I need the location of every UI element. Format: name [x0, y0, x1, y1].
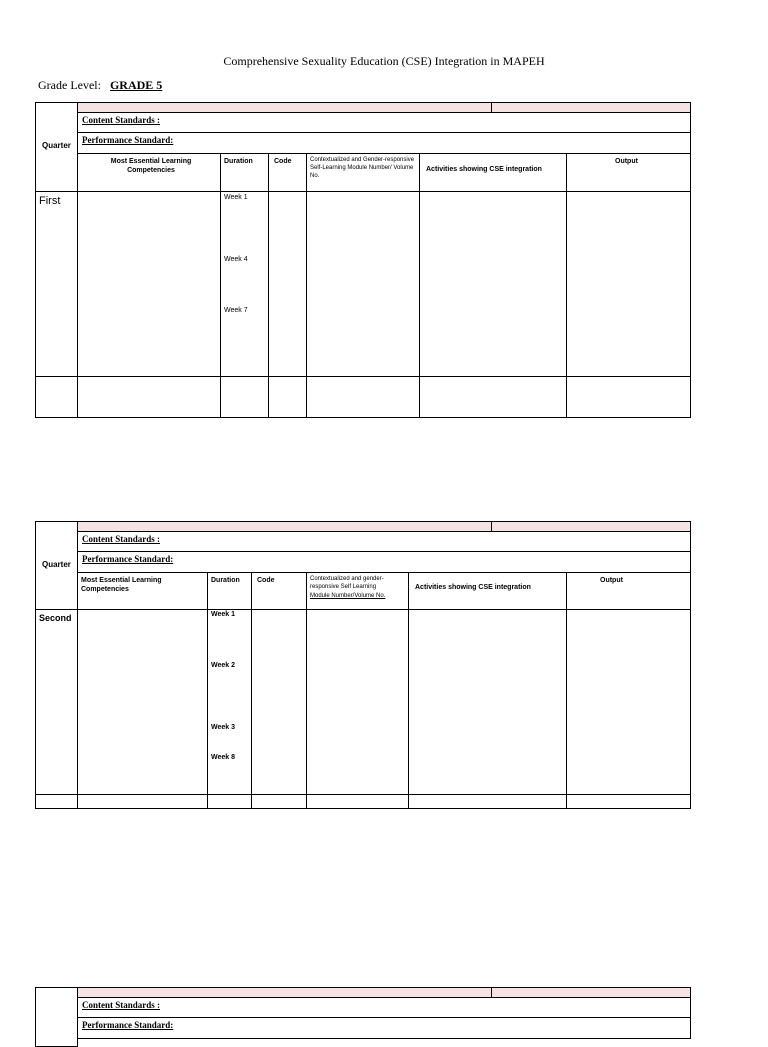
- empty-cell: [207, 794, 252, 809]
- code-header-text: Code: [257, 577, 275, 584]
- empty-cell: [306, 794, 409, 809]
- quarter-table-second: [35, 521, 691, 809]
- output-header-text: Output: [615, 158, 638, 165]
- quarter-label: Quarter: [42, 560, 71, 569]
- duration-cell: [220, 191, 269, 377]
- module-cell: [306, 191, 420, 377]
- week-label: Week 8: [211, 754, 235, 761]
- melc-cell: [77, 609, 208, 795]
- activities-cell: [408, 609, 567, 795]
- duration-cell: [207, 609, 252, 795]
- content-standards-label: Content Standards :: [82, 534, 161, 544]
- grade-level-label: Grade Level:: [38, 78, 101, 92]
- empty-cell: [251, 794, 307, 809]
- melc-header: [77, 153, 221, 192]
- empty-cell: [35, 794, 78, 809]
- output-header: [566, 153, 691, 192]
- empty-cell: [419, 376, 567, 418]
- activities-header: [408, 572, 567, 610]
- week-label: Week 1: [224, 194, 248, 201]
- module-header: [306, 153, 420, 192]
- duration-header-text: Duration: [224, 158, 253, 165]
- empty-cell: [268, 376, 307, 418]
- empty-cell: [566, 794, 691, 809]
- week-label: Week 7: [224, 307, 248, 314]
- quarter-name: Second: [39, 613, 72, 623]
- melc-cell: [77, 191, 221, 377]
- module-header: [306, 572, 409, 610]
- activities-header: [419, 153, 567, 192]
- empty-cell: [566, 376, 691, 418]
- output-cell: [566, 609, 691, 795]
- grade-level-value: GRADE 5: [109, 78, 163, 92]
- content-standards-label: Content Standards :: [82, 115, 161, 125]
- duration-header-text: Duration: [211, 577, 240, 584]
- content-standards-label: Content Standards :: [82, 1000, 161, 1010]
- empty-cell: [35, 376, 78, 418]
- module-cell: [306, 609, 409, 795]
- quarter-label-cell: [35, 521, 78, 610]
- performance-standard-row: [77, 1017, 691, 1039]
- module-header-subtext: Module Number/Volume No.: [310, 593, 386, 599]
- week-label: Week 4: [224, 256, 248, 263]
- output-cell: [566, 191, 691, 377]
- code-header: [251, 572, 307, 610]
- performance-standard-row: [77, 551, 691, 573]
- empty-cell: [408, 794, 567, 809]
- module-header-text: Contextualized and gender-responsive Self Learning: [310, 576, 384, 590]
- empty-cell: [77, 376, 221, 418]
- quarter-label-cell: [35, 102, 78, 192]
- melc-header-text: Most Essential Learning Competencies: [81, 577, 162, 593]
- code-cell: [251, 609, 307, 795]
- content-standards-row: [77, 112, 691, 133]
- output-header-text: Output: [600, 577, 623, 584]
- code-header-text: Code: [274, 158, 292, 165]
- melc-header-text: Most Essential Learning Competencies: [110, 158, 192, 174]
- duration-header: [220, 153, 269, 192]
- week-label: Week 2: [211, 662, 235, 669]
- activities-header-text: Activities showing CSE integration: [426, 166, 542, 173]
- output-header: [566, 572, 691, 610]
- document-title: Comprehensive Sexuality Education (CSE) Integration in MAPEH: [223, 54, 545, 68]
- week-label: Week 1: [211, 611, 235, 618]
- quarter-label-cell: [35, 987, 78, 1047]
- activities-cell: [419, 191, 567, 377]
- quarter-table-first: [35, 102, 691, 418]
- code-header: [268, 153, 307, 192]
- melc-header: [77, 572, 208, 610]
- quarter-name-cell: [35, 609, 78, 795]
- performance-standard-label: Performance Standard:: [82, 135, 174, 145]
- quarter-name: First: [39, 195, 61, 207]
- quarter-label: Quarter: [42, 141, 71, 150]
- empty-cell: [306, 376, 420, 418]
- content-standards-row: [77, 997, 691, 1018]
- empty-cell: [77, 794, 208, 809]
- code-cell: [268, 191, 307, 377]
- performance-standard-label: Performance Standard:: [82, 1020, 174, 1030]
- week-label: Week 3: [211, 724, 235, 731]
- duration-header: [207, 572, 252, 610]
- content-standards-row: [77, 531, 691, 552]
- module-header-text: Contextualized and Gender-responsive Self-Learning Module Number/ Volume No.: [310, 157, 415, 179]
- grade-level-line: [38, 78, 162, 93]
- performance-standard-label: Performance Standard:: [82, 554, 174, 564]
- quarter-name-cell: [35, 191, 78, 377]
- activities-header-text: Activities showing CSE integration: [415, 584, 531, 591]
- empty-cell: [220, 376, 269, 418]
- performance-standard-row: [77, 132, 691, 154]
- quarter-table-third: [35, 987, 691, 1047]
